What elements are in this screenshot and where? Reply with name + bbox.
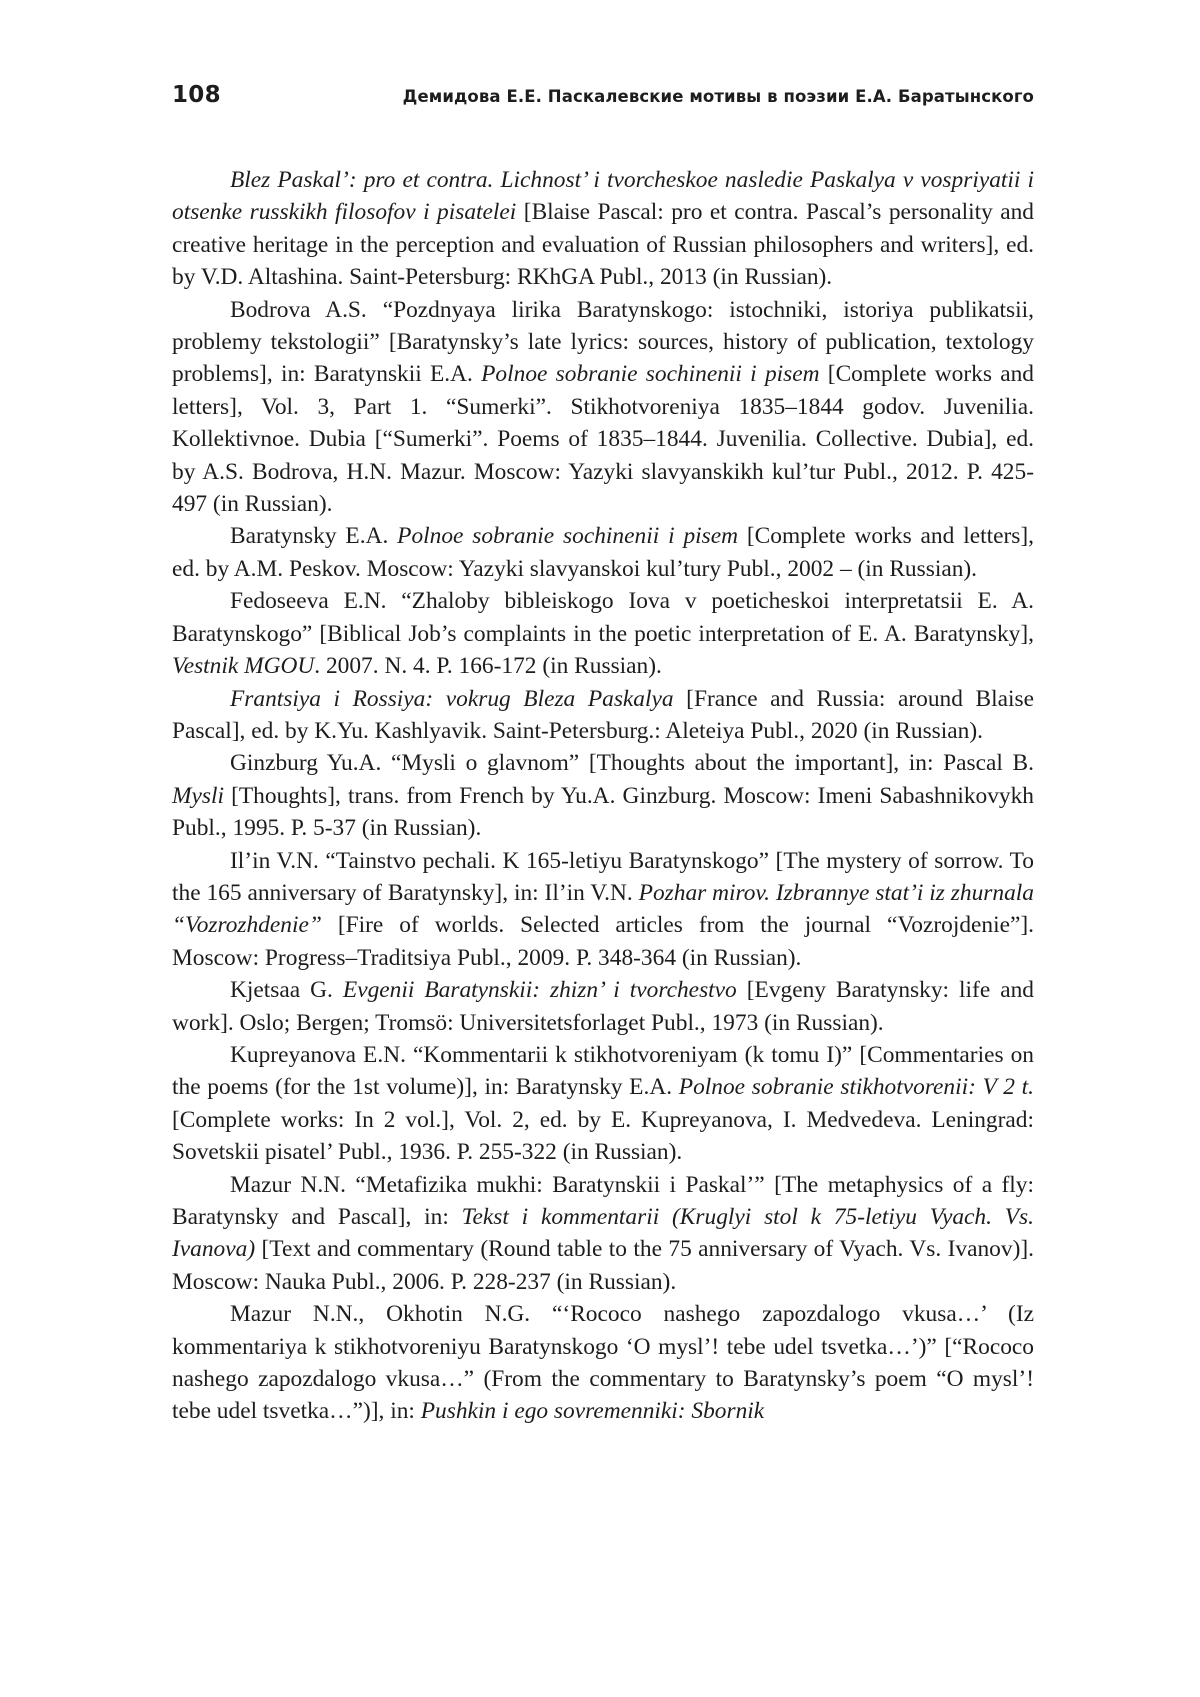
reference-italic: Pozhar mirov. Izbrannye stat’i iz zhurnala “Vozrozhdenie” <box>172 879 1034 939</box>
reference-entry <box>172 974 1034 1039</box>
reference-text: [Complete works and letters], Vol. 3, Part 1. “Sumerki”. Stikhotvoreniya 1835–1844 godov. Juvenilia. Kollektivnoe. Dubia [“Sumerki”. Poems of 1835–1844. Juvenilia. Collective. Dubia], ed. by A.S. Bodrova, H.N. Mazur. Moscow: Yazyki slavyanskikh kul’tur Publ., 2012. P. 425-497 (in Russian). <box>172 361 1034 518</box>
reference-text: Mazur N.N., Okhotin N.G. “‘Rococo nashego zapozdalogo vkusa…’ (Iz kommentariya k stikhotvoreniyu Baratynskogo ‘O mysl’! tebe udel tsvetka…’)” [“Rococo nashego zapozdalogo vkusa…” (From the commentary to Baratynsky’s poem “O mysl’! tebe udel tsvetka…”)], in: <box>172 1301 1034 1425</box>
reference-italic: Pushkin i ego sovremenniki: Sbornik <box>420 1398 765 1425</box>
reference-entry <box>172 683 1034 748</box>
reference-text: [Complete works and letters], ed. by A.M. Peskov. Moscow: Yazyki slavyanskoi kul’tury Publ., 2002 – (in Russian). <box>172 523 1034 582</box>
reference-italic: Polnoe sobranie sochinenii i pisem <box>397 523 739 550</box>
page-number: 108 <box>172 82 221 108</box>
reference-text: Bodrova A.S. “Pozdnyaya lirika Baratynskogo: istochniki, istoriya publikatsii, problemy tekstologii” [Baratynsky’s late lyrics: sources, history of publication, textology problems], in: Baratynskii E.A. <box>172 296 1034 388</box>
reference-italic: Evgenii Baratynskii: zhizn’ i tvorchestvo <box>342 977 737 1004</box>
reference-entry <box>172 1298 1034 1428</box>
reference-entry <box>172 520 1034 585</box>
reference-text: Il’in V.N. “Tainstvo pechali. K 165-letiyu Baratynskogo” [The mystery of sorrow. To the 165 anniversary of Baratynsky], in: Il’in V.N. <box>172 847 1034 906</box>
reference-text: [Blaise Pascal: pro et contra. Pascal’s personality and creative heritage in the perception and evaluation of Russian philosophers and writers], ed. by V.D. Altashina. Saint-Petersburg: RKhGA Publ., 2013 (in Russian). <box>172 199 1035 291</box>
page-header <box>172 82 1034 114</box>
reference-text: . 2007. N. 4. P. 166-172 (in Russian). <box>314 653 662 680</box>
reference-entry <box>172 747 1034 844</box>
reference-entry <box>172 845 1034 975</box>
reference-text: [Fire of worlds. Selected articles from the journal “Vozrojdenie”]. Moscow: Progress–Traditsiya Publ., 2009. P. 348-364 (in Russian). <box>172 912 1034 971</box>
reference-entry <box>172 585 1034 682</box>
reference-entry <box>172 1169 1034 1299</box>
reference-text: Baratynsky E.A. <box>230 523 398 550</box>
reference-text: [Thoughts], trans. from French by Yu.A. Ginzburg. Moscow: Imeni Sabashnikovykh Publ., 1995. P. 5-37 (in Russian). <box>172 782 1034 842</box>
reference-entry <box>172 1039 1034 1169</box>
reference-italic: Vestnik MGOU <box>172 653 315 680</box>
reference-entry <box>172 294 1034 521</box>
reference-list <box>172 164 1034 1428</box>
reference-text: Mazur N.N. “Metafizika mukhi: Baratynskii i Paskal’” [The metaphysics of a fly: Baratynsky and Pascal], in: <box>172 1171 1034 1230</box>
reference-italic: Frantsiya i Rossiya: vokrug Bleza Paskalya <box>230 685 674 712</box>
reference-italic: Tekst i kommentarii (Kruglyi stol k 75-letiyu Vyach. Vs. Ivanova) <box>172 1204 1034 1263</box>
reference-italic: Polnoe sobranie sochinenii i pisem <box>481 361 820 388</box>
reference-text: [Evgeny Baratynsky: life and work]. Oslo; Bergen; Tromsö: Universitetsforlaget Publ., 1973 (in Russian). <box>172 977 1035 1036</box>
running-title: Демидова Е.Е. Паскалевские мотивы в поэзии Е.А. Баратынского <box>402 87 1034 106</box>
reference-text: [France and Russia: around Blaise Pascal], ed. by K.Yu. Kashlyavik. Saint-Petersburg.: Aleteiya Publ., 2020 (in Russian). <box>172 685 1034 744</box>
reference-text: Kjetsaa G. <box>230 977 343 1004</box>
reference-text: Ginzburg Yu.A. “Mysli o glavnom” [Thoughts about the important], in: Pascal B. <box>230 750 1034 777</box>
reference-text: Fedoseeva E.N. “Zhaloby bibleiskogo Iova v poeticheskoi interpretatsii E. A. Baratynskogo” [Biblical Job’s complaints in the poetic interpretation of E. A. Baratynsky], <box>172 588 1034 647</box>
reference-text: [Complete works: In 2 vol.], Vol. 2, ed. by E. Kupreyanova, I. Medvedeva. Leningrad: Sovetskii pisatel’ Publ., 1936. P. 255-322 (in Russian). <box>172 1106 1034 1166</box>
reference-italic: Mysli <box>172 782 224 809</box>
reference-entry <box>172 164 1034 294</box>
reference-italic: Polnoe sobranie stikhotvorenii: V 2 t. <box>678 1074 1034 1101</box>
reference-italic: Blez Paskal’: pro et contra. Lichnost’ i tvorcheskoe nasledie Paskalya v vospriyatii i otsenke russkikh filosofov i pisatelei <box>172 167 1034 226</box>
reference-text: Kupreyanova E.N. “Kommentarii k stikhotvoreniyam (k tomu I)” [Commentaries on the poems (for the 1st volume)], in: Baratynsky E.A. <box>172 1041 1034 1101</box>
reference-text: [Text and commentary (Round table to the 75 anniversary of Vyach. Vs. Ivanov)]. Moscow: Nauka Publ., 2006. P. 228-237 (in Russian). <box>172 1236 1034 1295</box>
